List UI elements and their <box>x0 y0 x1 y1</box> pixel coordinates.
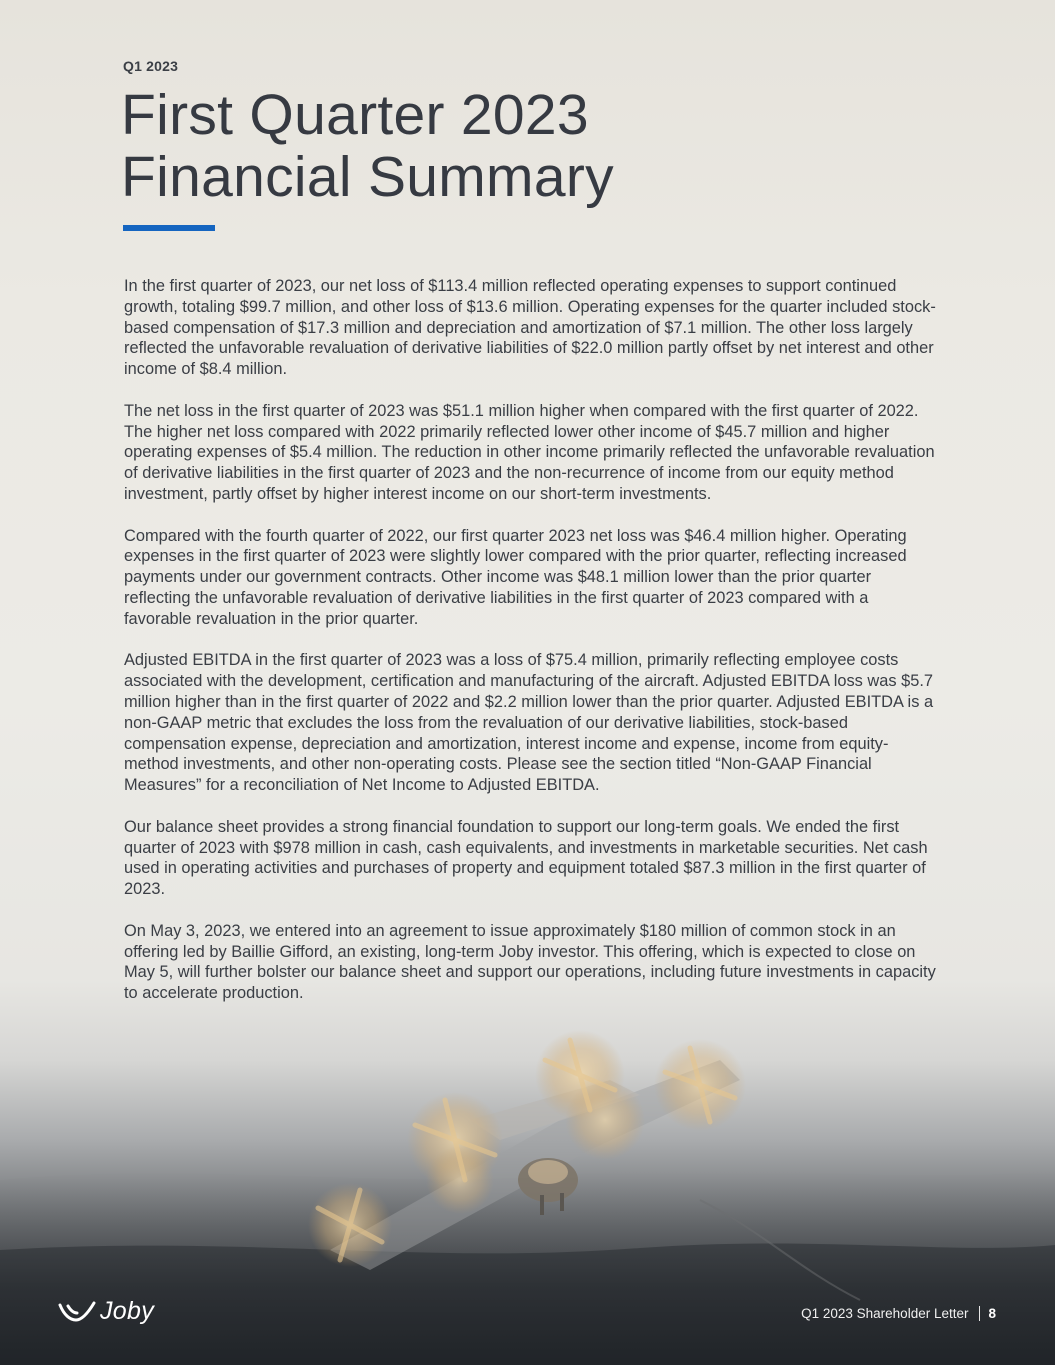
page-title-line-2: Financial Summary <box>121 145 614 209</box>
paragraph-net-loss: In the first quarter of 2023, our net loss of $113.4 million reflected operating expenses to support continued growth, totaling $99.7 million, and other loss of $13.6 million. Operating expenses for the quarter included stock-based compensation of $17.3 million and depreciation and amortization of $7.1 million. The other loss largely reflected the unfavorable revaluation of derivative liabilities of $22.0 million partly offset by net interest and other income of $8.4 million. <box>124 277 936 379</box>
page-title <box>121 84 614 208</box>
title-accent-rule <box>123 225 215 231</box>
paragraph-quarter-over-quarter: Compared with the fourth quarter of 2022, our first quarter 2023 net loss was $46.4 million higher. Operating expenses in the first quarter of 2023 were slightly lower compared with the prior quarter, reflecting increased payments under our government contracts. Other income was $48.1 million lower than the prior quarter reflecting the unfavorable revaluation of derivative liabilities in the first quarter of 2023 compared with a favorable revaluation in the prior quarter. <box>124 526 907 628</box>
page-footer <box>801 1306 996 1321</box>
page-number: 8 <box>988 1306 996 1321</box>
paragraph-year-over-year: The net loss in the first quarter of 2023 was $51.1 million higher when compared with the first quarter of 2022. The higher net loss compared with 2022 primarily reflected lower other income of $45.7 million and higher operating expenses of $5.4 million. The reduction in other income primarily reflected the unfavorable revaluation of derivative liabilities in the first quarter of 2023 and the non-recurrence of income from our equity method investment, partly offset by higher interest income on our short-term investments. <box>124 401 935 503</box>
paragraph-balance-sheet: Our balance sheet provides a strong financial foundation to support our long-term goals. We ended the first quarter of 2023 with $978 million in cash, cash equivalents, and investments in marketable securities. Net cash used in operating activities and purchases of property and equipment totaled $87.3 million in the first quarter of 2023. <box>124 817 928 899</box>
joby-wordmark: Joby <box>100 1297 155 1325</box>
joby-wing-icon <box>58 1301 96 1323</box>
page-title-line-1: First Quarter 2023 <box>121 83 589 147</box>
joby-logo <box>58 1297 154 1326</box>
paragraph-equity-offering: On May 3, 2023, we entered into an agreement to issue approximately $180 million of common stock in an offering led by Baillie Gifford, an existing, long-term Joby investor. This offering, which is expected to close on May 5, will further bolster our balance sheet and support our operations, including future investments in capacity to accelerate production. <box>124 921 936 1003</box>
footer-document-label: Q1 2023 Shareholder Letter <box>801 1306 969 1321</box>
financial-summary-body <box>124 276 939 1025</box>
footer-divider <box>979 1306 980 1321</box>
paragraph-adjusted-ebitda: Adjusted EBITDA in the first quarter of 2023 was a loss of $75.4 million, primarily reflecting employee costs associated with the development, certification and manufacturing of the aircraft. Adjusted EBITDA loss was $5.7 million higher than in the first quarter of 2022 and $2.2 million lower than the prior quarter. Adjusted EBITDA is a non-GAAP metric that excludes the loss from the revaluation of our derivative liabilities, stock-based compensation expense, depreciation and amortization, interest income and expense, income from equity-method investments, and other non-operating costs. Please see the section titled “Non-GAAP Financial Measures” for a reconciliation of Net Income to Adjusted EBITDA. <box>124 651 934 795</box>
section-eyebrow: Q1 2023 <box>123 58 179 74</box>
